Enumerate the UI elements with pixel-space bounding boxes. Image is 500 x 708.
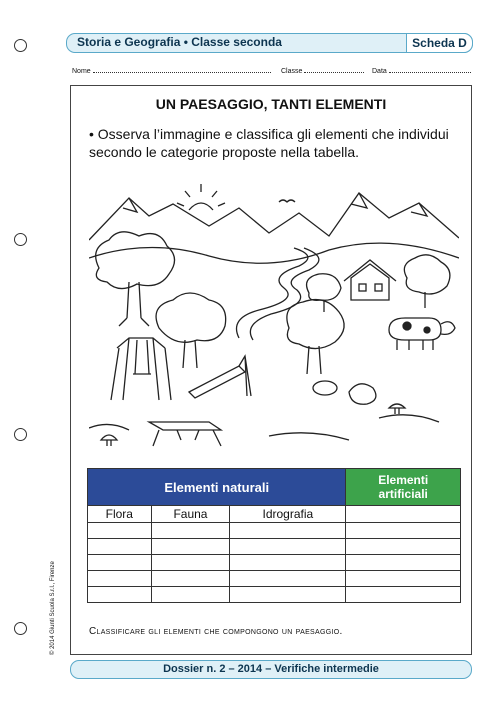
tree-icon [96, 232, 175, 326]
slide-icon [189, 356, 251, 398]
fauna-column-header: Fauna [151, 506, 230, 523]
footer-bar: Dossier n. 2 – 2014 – Verifiche intermedie [70, 660, 472, 679]
scheda-label: Scheda D [406, 33, 473, 53]
worksheet-box [70, 85, 472, 655]
date-label: Data [372, 68, 387, 75]
date-field[interactable] [372, 66, 471, 75]
mushroom-icon [101, 404, 405, 446]
table-row [88, 539, 461, 555]
classification-table [87, 468, 461, 603]
mountains-icon [89, 193, 459, 263]
class-field[interactable] [281, 66, 364, 75]
class-label: Classe [281, 68, 303, 75]
binder-hole-icon [14, 39, 27, 52]
name-label: Nome [72, 68, 91, 75]
table-row [88, 571, 461, 587]
header-title: Storia e Geografia • Classe seconda [77, 35, 282, 49]
flora-column-header: Flora [88, 506, 152, 523]
house-icon [344, 260, 396, 300]
swing-icon [111, 338, 171, 400]
landscape-illustration [89, 178, 459, 448]
table-row [88, 587, 461, 603]
binder-hole-icon [14, 233, 27, 246]
idrografia-column-header: Idrografia [230, 506, 346, 523]
table-row [88, 555, 461, 571]
name-field[interactable] [72, 66, 271, 75]
sun-icon [177, 184, 225, 210]
table-row [88, 523, 461, 539]
river-icon [237, 248, 308, 338]
basket-icon [313, 381, 337, 395]
header-bar [66, 33, 473, 53]
copyright-notice: © 2014 Giunti Scuola S.r.l., Firenze [50, 561, 56, 655]
picnic-table-icon [149, 422, 221, 446]
artificial-column-header [346, 506, 461, 523]
natural-elements-header: Elementi naturali [88, 469, 346, 506]
cow-icon [389, 318, 455, 350]
bird-icon [279, 200, 295, 202]
worksheet-title: UN PAESAGGIO, TANTI ELEMENTI [155, 96, 387, 112]
instruction-body: Osserva l’immagine e classifica gli elementi che individui secondo le categorie proposte nella tabella. [89, 126, 449, 160]
binder-hole-icon [14, 622, 27, 635]
artificial-elements-header: Elementi artificiali [346, 469, 461, 506]
caption: Classificare gli elementi che compongono un paesaggio. [89, 626, 343, 637]
binder-hole-icon [14, 428, 27, 441]
instruction-text [89, 125, 459, 161]
bullet-icon: • [89, 126, 94, 142]
